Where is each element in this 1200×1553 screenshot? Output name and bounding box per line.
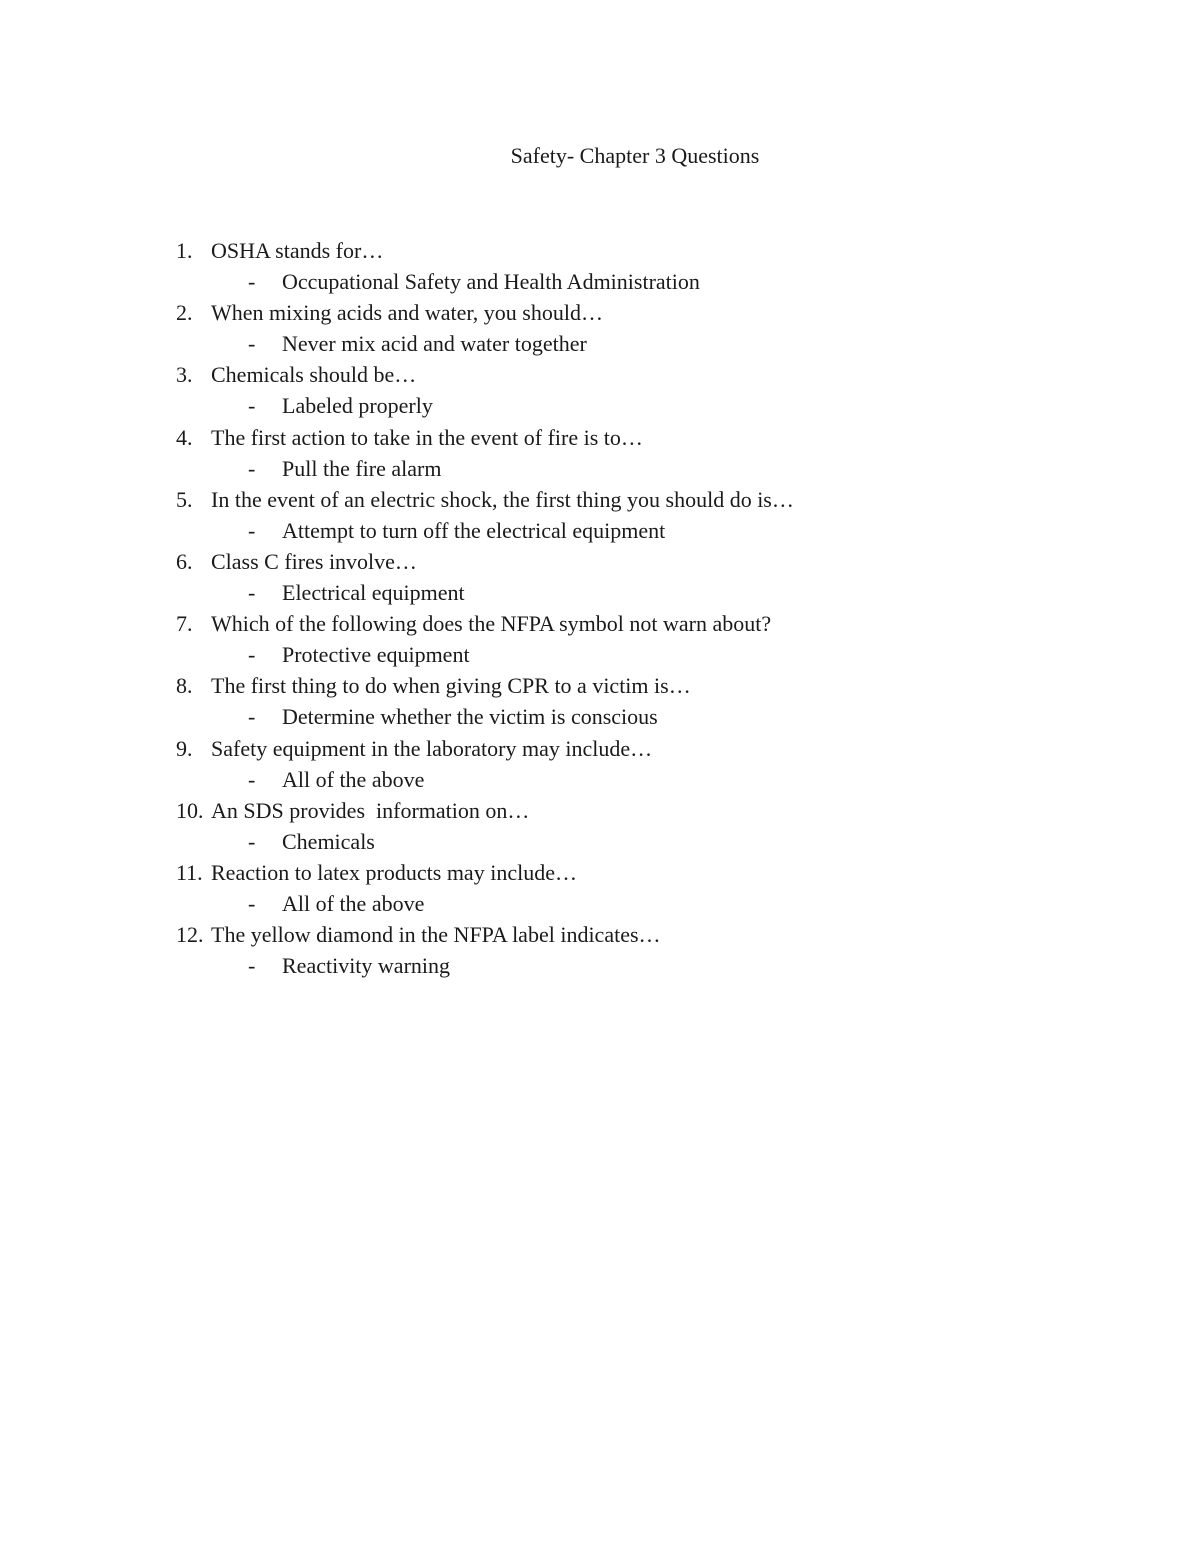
question-line bbox=[176, 670, 1076, 701]
question-line bbox=[176, 422, 1076, 453]
question-number: 5. bbox=[176, 486, 193, 512]
answer-dash: - bbox=[248, 580, 256, 606]
answer-line bbox=[176, 266, 1076, 297]
answer-line bbox=[176, 328, 1076, 359]
question-text: The first action to take in the event of fire is to… bbox=[211, 424, 643, 450]
answer-text: Pull the fire alarm bbox=[282, 455, 442, 481]
answer-text: Determine whether the victim is conscious bbox=[282, 704, 658, 730]
question-line bbox=[176, 919, 1076, 950]
answer-text: Never mix acid and water together bbox=[282, 331, 587, 357]
answer-text: Chemicals bbox=[282, 828, 375, 854]
answer-line bbox=[176, 826, 1076, 857]
question-number: 11. bbox=[176, 859, 203, 885]
list-item bbox=[176, 546, 1076, 608]
answer-line bbox=[176, 390, 1076, 421]
answer-dash: - bbox=[248, 331, 256, 357]
question-number: 7. bbox=[176, 611, 193, 637]
page-title: Safety- Chapter 3 Questions bbox=[510, 143, 760, 168]
question-line bbox=[176, 795, 1076, 826]
answer-line bbox=[176, 453, 1076, 484]
answer-dash: - bbox=[248, 393, 256, 419]
list-item bbox=[176, 359, 1076, 421]
question-number: 8. bbox=[176, 673, 193, 699]
question-line bbox=[176, 546, 1076, 577]
answer-text: Occupational Safety and Health Administration bbox=[282, 269, 700, 295]
question-text: Reaction to latex products may include… bbox=[211, 859, 577, 885]
list-item bbox=[176, 484, 1076, 546]
question-text: OSHA stands for… bbox=[211, 238, 384, 263]
question-text: In the event of an electric shock, the first thing you should do is… bbox=[211, 486, 794, 512]
answer-line bbox=[176, 950, 1076, 981]
answer-text: Electrical equipment bbox=[282, 580, 465, 606]
answer-line bbox=[176, 639, 1076, 670]
answer-line bbox=[176, 515, 1076, 546]
question-text: The first thing to do when giving CPR to a victim is… bbox=[211, 673, 691, 699]
list-item bbox=[176, 235, 1076, 297]
list-item bbox=[176, 297, 1076, 359]
list-item bbox=[176, 670, 1076, 732]
list-item bbox=[176, 919, 1076, 981]
question-line bbox=[176, 484, 1076, 515]
question-text: Which of the following does the NFPA symbol not warn about? bbox=[211, 611, 772, 637]
answer-dash: - bbox=[248, 704, 256, 730]
answer-line bbox=[176, 577, 1076, 608]
answer-dash: - bbox=[248, 890, 256, 916]
answer-line bbox=[176, 764, 1076, 795]
answer-dash: - bbox=[248, 455, 256, 481]
question-number: 1. bbox=[176, 238, 193, 263]
question-line bbox=[176, 359, 1076, 390]
question-number: 6. bbox=[176, 548, 193, 574]
question-text: Chemicals should be… bbox=[211, 362, 417, 388]
question-number: 4. bbox=[176, 424, 193, 450]
question-line bbox=[176, 608, 1076, 639]
answer-line bbox=[176, 888, 1076, 919]
question-number: 12. bbox=[176, 922, 204, 948]
list-item bbox=[176, 733, 1076, 795]
answer-dash: - bbox=[248, 269, 256, 295]
question-number: 3. bbox=[176, 362, 193, 388]
question-list bbox=[176, 235, 1076, 981]
answer-text: Labeled properly bbox=[282, 393, 433, 419]
list-item bbox=[176, 795, 1076, 857]
answer-dash: - bbox=[248, 766, 256, 792]
question-number: 10. bbox=[176, 797, 204, 823]
question-text: When mixing acids and water, you should… bbox=[211, 300, 603, 326]
question-line bbox=[176, 235, 1076, 266]
answer-line bbox=[176, 701, 1076, 732]
list-item bbox=[176, 857, 1076, 919]
answer-text: All of the above bbox=[282, 890, 425, 916]
answer-text: Attempt to turn off the electrical equipment bbox=[282, 517, 666, 543]
answer-text: Protective equipment bbox=[282, 642, 470, 668]
answer-dash: - bbox=[248, 642, 256, 668]
answer-dash: - bbox=[248, 953, 256, 979]
answer-text: Reactivity warning bbox=[282, 953, 451, 979]
question-line bbox=[176, 857, 1076, 888]
question-line bbox=[176, 733, 1076, 764]
list-item bbox=[176, 608, 1076, 670]
question-text: Safety equipment in the laboratory may include… bbox=[211, 735, 653, 761]
question-text: The yellow diamond in the NFPA label indicates… bbox=[211, 922, 661, 948]
answer-dash: - bbox=[248, 828, 256, 854]
question-line bbox=[176, 297, 1076, 328]
list-item bbox=[176, 422, 1076, 484]
question-number: 2. bbox=[176, 300, 193, 326]
question-text: An SDS provides information on… bbox=[211, 797, 530, 823]
answer-text: All of the above bbox=[282, 766, 425, 792]
answer-dash: - bbox=[248, 517, 256, 543]
question-number: 9. bbox=[176, 735, 193, 761]
question-text: Class C fires involve… bbox=[211, 548, 417, 574]
